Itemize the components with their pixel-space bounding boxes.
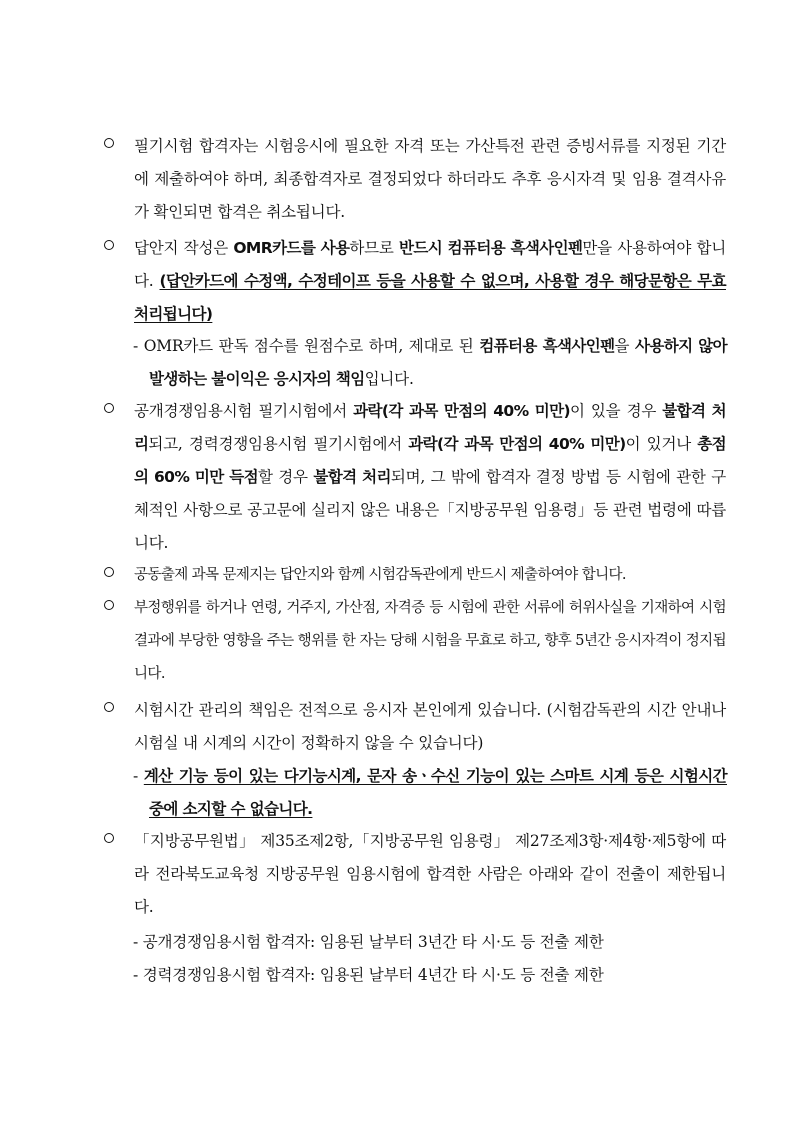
notice-item-misconduct: [104, 592, 726, 691]
bold-span: 과락(각 과목 만점의 40% 미만): [408, 435, 626, 453]
notice-text: 필기시험 합격자는 시험응시에 필요한 자격 또는 가산특전 관련 증빙서류를 지정된 기간에 제출하여야 하며, 최종합격자로 결정되었다 하더라도 추후 응시자격 및 임용 결격사유가 확인되면 합격은 취소됩니다.: [134, 137, 726, 221]
text-span: 되고, 경력경쟁임용시험 필기시험에서: [148, 435, 409, 453]
notice-item-omr: [104, 232, 726, 331]
bold-span: 반드시 컴퓨터용 흑색사인펜: [399, 239, 583, 257]
circle-bullet-icon: [104, 833, 114, 843]
bold-span: 사용하지 않아 발생하는 불이익은 응시자의 책임: [149, 337, 727, 388]
circle-bullet-icon: [104, 702, 114, 712]
circle-bullet-icon: [104, 403, 114, 413]
bold-span: OMR카드를 사용: [233, 239, 350, 257]
sub-item-open-competition: - 공개경쟁임용시험 합격자: 임용된 날부터 3년간 타 시·도 등 전출 제한: [133, 933, 604, 951]
bold-span: 과락(각 과목 만점의 40% 미만): [353, 402, 570, 420]
notice-item-joint-exam: [104, 559, 726, 592]
text-span: - OMR카드 판독 점수를 원점수로 하며, 제대로 된: [133, 337, 480, 355]
sub-item-career-competition: - 경력경쟁임용시험 합격자: 임용된 날부터 4년간 타 시·도 등 전출 제한: [133, 966, 604, 984]
text-span: 만을 사용하여야 합니다.: [134, 239, 727, 290]
text-span: 이 있거나: [625, 435, 698, 453]
text-span: 답안지 작성은: [134, 239, 234, 257]
bold-span: 총점의 60% 미만 득점: [134, 435, 727, 486]
circle-bullet-icon: [104, 600, 114, 610]
notice-text: 「지방공무원법」 제35조제2항,「지방공무원 임용령」 제27조제3항·제4항·제5항에 따라 전라북도교육청 지방공무원 임용시험에 합격한 사람은 아래와 같이 전출이 제한됩니다.: [134, 832, 726, 916]
bold-span: 불합격 처리: [134, 402, 727, 453]
notice-text: 부정행위를 하거나 연령, 거주지, 가산점, 자격증 등 시험에 관한 서류에 허위사실을 기재하여 시험결과에 부당한 영향을 주는 행위를 한 자는 당해 시험을 무효로 하고, 향후 5년간 응시자격이 정지됩니다.: [134, 600, 726, 682]
notice-item-failing: [104, 395, 726, 560]
bold-underlined-span: (답안카드에 수정액, 수정테이프 등을 사용할 수 없으며, 사용할 경우 해당문항은 무효 처리됩니다): [134, 272, 726, 323]
circle-bullet-icon: [104, 138, 114, 148]
sub-item-smartwatch: [133, 760, 727, 826]
text-span: 할 경우: [257, 468, 314, 486]
circle-bullet-icon: [104, 240, 114, 250]
notice-text: 공동출제 과목 문제지는 답안지와 함께 시험감독관에게 반드시 제출하여야 합니다.: [134, 567, 626, 583]
sub-item-omr-scoring: [133, 330, 727, 396]
notice-item-certificate: [104, 130, 726, 229]
notice-text: [134, 232, 726, 331]
text-span: 공개경쟁임용시험 필기시험에서: [134, 402, 354, 420]
text-span: 이 있을 경우: [569, 402, 663, 420]
text-span: 하므로: [349, 239, 400, 257]
notice-item-transfer: [104, 825, 726, 924]
bold-span: 불합격 처리: [313, 468, 391, 486]
notice-text: [134, 395, 726, 560]
bold-span: 컴퓨터용 흑색사인펜: [479, 337, 615, 355]
bold-underlined-span: 계산 기능 등이 있는 다기능시계, 문자 송ㆍ수신 기능이 있는 스마트 시계 등은 시험시간 중에 소지할 수 없습니다.: [143, 767, 727, 818]
text-span: 입니다.: [364, 370, 414, 388]
notice-text: 시험시간 관리의 책임은 전적으로 응시자 본인에게 있습니다. (시험감독관의 시간 안내나 시험실 내 시계의 시간이 정확하지 않을 수 있습니다): [134, 701, 726, 752]
dash-span: -: [133, 767, 144, 785]
notice-item-time: [104, 694, 726, 760]
text-span: 되며, 그 밖에 합격자 결정 방법 등 시험에 관한 구체적인 사항으로 공고문에 실리지 않은 내용은「지방공무원 임용령」등 관련 법령에 따릅니다.: [134, 468, 726, 552]
text-span: 을: [614, 337, 635, 355]
circle-bullet-icon: [104, 567, 114, 577]
